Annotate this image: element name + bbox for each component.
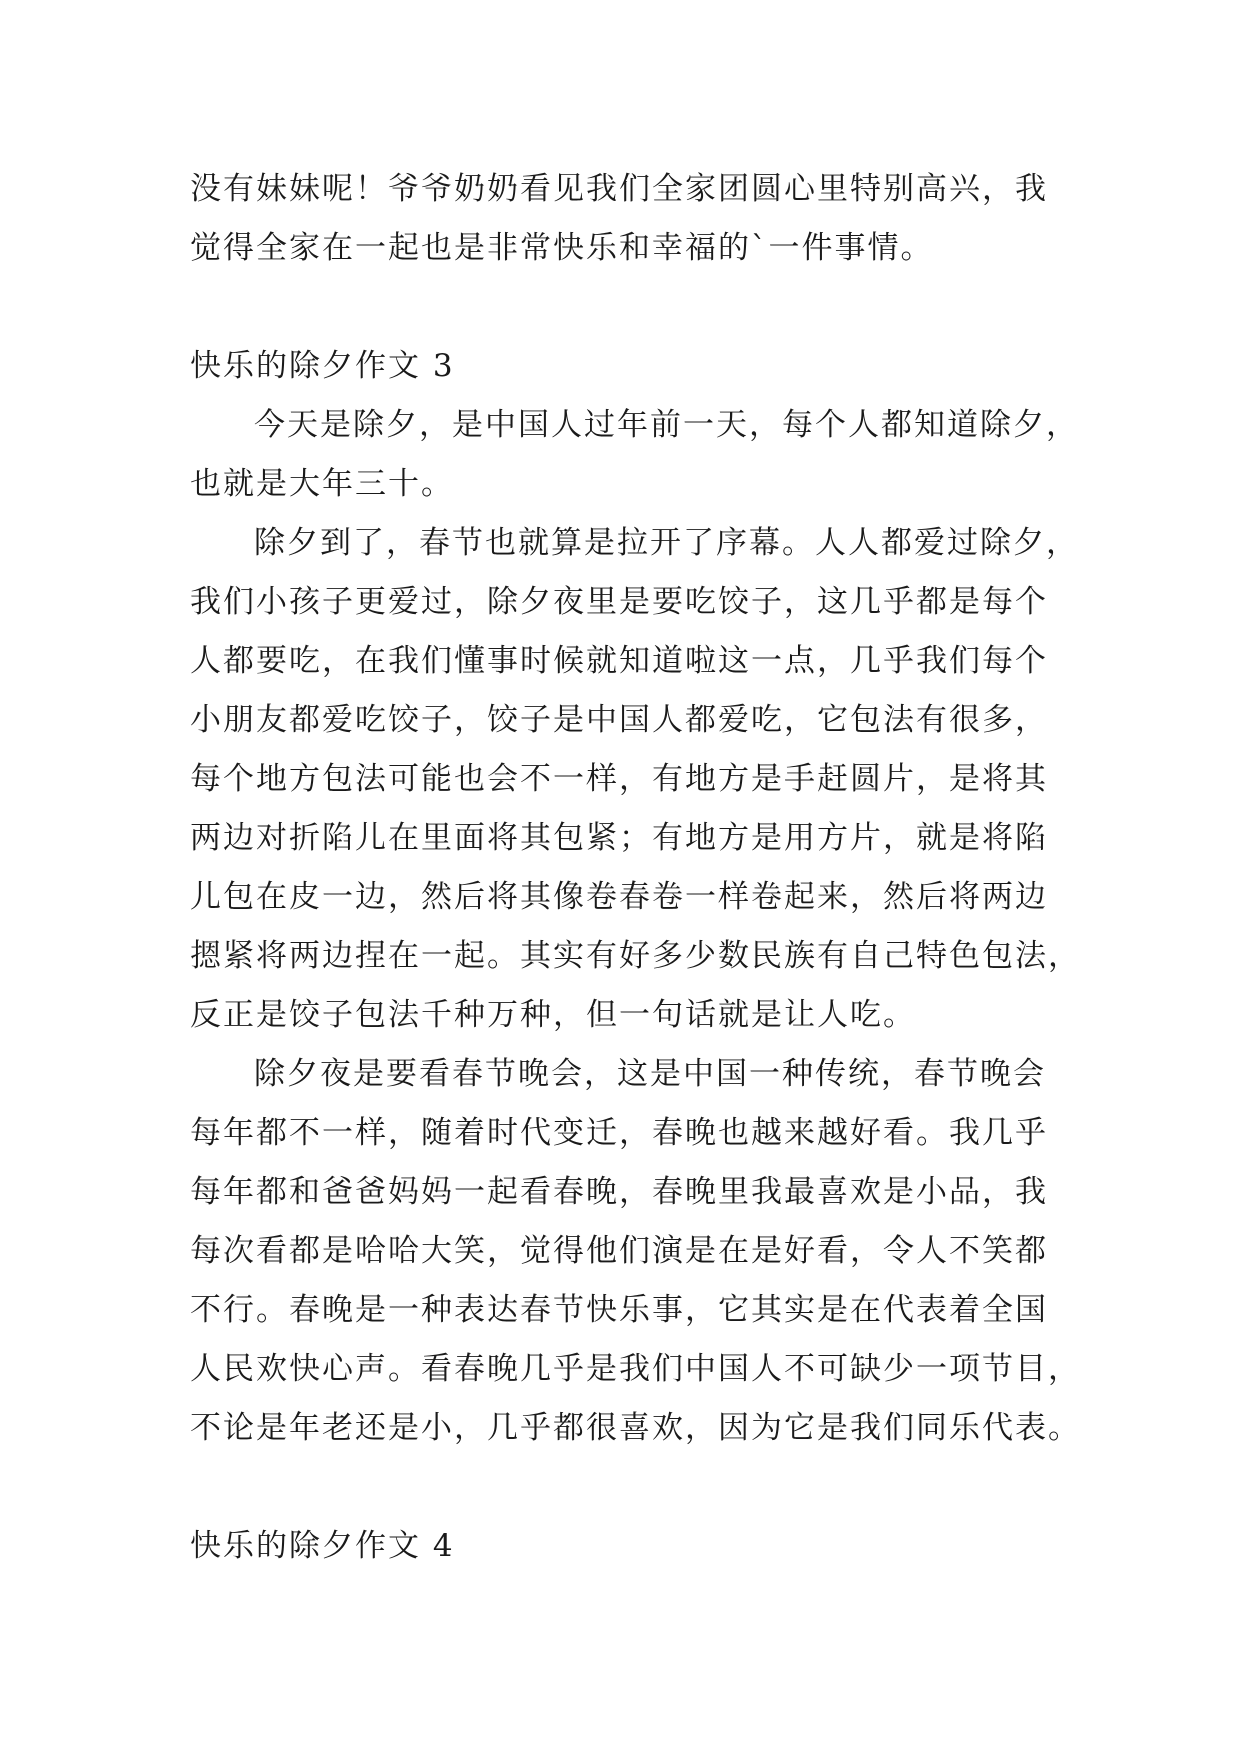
text-line: 觉得全家在一起也是非常快乐和幸福的`一件事情。 — [190, 230, 934, 266]
text-line: 每年都不一样，随着时代变迁，春晚也越来越好看。我几乎 — [190, 1115, 1048, 1151]
text-line: 也就是大年三十。 — [190, 466, 454, 502]
essay-3-paragraph-3 — [190, 1045, 1081, 1458]
text-line: 两边对折陷儿在里面将其包紧；有地方是用方片，就是将陷 — [190, 820, 1048, 856]
text-line: 小朋友都爱吃饺子，饺子是中国人都爱吃，它包法有很多， — [190, 702, 1048, 738]
text-line: 不论是年老还是小，几乎都很喜欢，因为它是我们同乐代表。 — [190, 1410, 1081, 1446]
text-line: 反正是饺子包法千种万种，但一句话就是让人吃。 — [190, 997, 916, 1033]
essay-3-heading: 快乐的除夕作文 3 — [190, 348, 455, 384]
continued-paragraph — [190, 160, 1070, 278]
text-line: 儿包在皮一边，然后将其像卷春卷一样卷起来，然后将两边 — [190, 879, 1048, 915]
text-line: 摁紧将两边捏在一起。其实有好多少数民族有自己特色包法， — [190, 938, 1081, 974]
text-line: 不行。春晚是一种表达春节快乐事，它其实是在代表着全国 — [190, 1292, 1048, 1328]
section-gap — [190, 278, 1070, 337]
essay-4-heading: 快乐的除夕作文 4 — [190, 1528, 455, 1564]
text-line: 每个地方包法可能也会不一样，有地方是手赶圆片，是将其 — [190, 761, 1048, 797]
essay-3-paragraph-1 — [190, 396, 1079, 514]
text-line: 没有妹妹呢！爷爷奶奶看见我们全家团圆心里特别高兴，我 — [190, 171, 1048, 207]
section-gap — [190, 1458, 1070, 1517]
text-line: 人民欢快心声。看春晚几乎是我们中国人不可缺少一项节目， — [190, 1351, 1081, 1387]
document-page — [190, 160, 1081, 1576]
text-line: 每年都和爸爸妈妈一起看春晚，春晚里我最喜欢是小品，我 — [190, 1174, 1048, 1210]
essay-3-paragraph-2 — [190, 514, 1081, 1045]
text-line: 我们小孩子更爱过，除夕夜里是要吃饺子，这几乎都是每个 — [190, 584, 1048, 620]
text-line: 除夕到了，春节也就算是拉开了序幕。人人都爱过除夕， — [254, 525, 1079, 561]
text-line: 每次看都是哈哈大笑，觉得他们演是在是好看，令人不笑都 — [190, 1233, 1048, 1269]
text-line: 除夕夜是要看春节晚会，这是中国一种传统，春节晚会 — [254, 1056, 1046, 1092]
text-line: 人都要吃，在我们懂事时候就知道啦这一点，几乎我们每个 — [190, 643, 1048, 679]
text-line: 今天是除夕，是中国人过年前一天，每个人都知道除夕， — [254, 407, 1079, 443]
